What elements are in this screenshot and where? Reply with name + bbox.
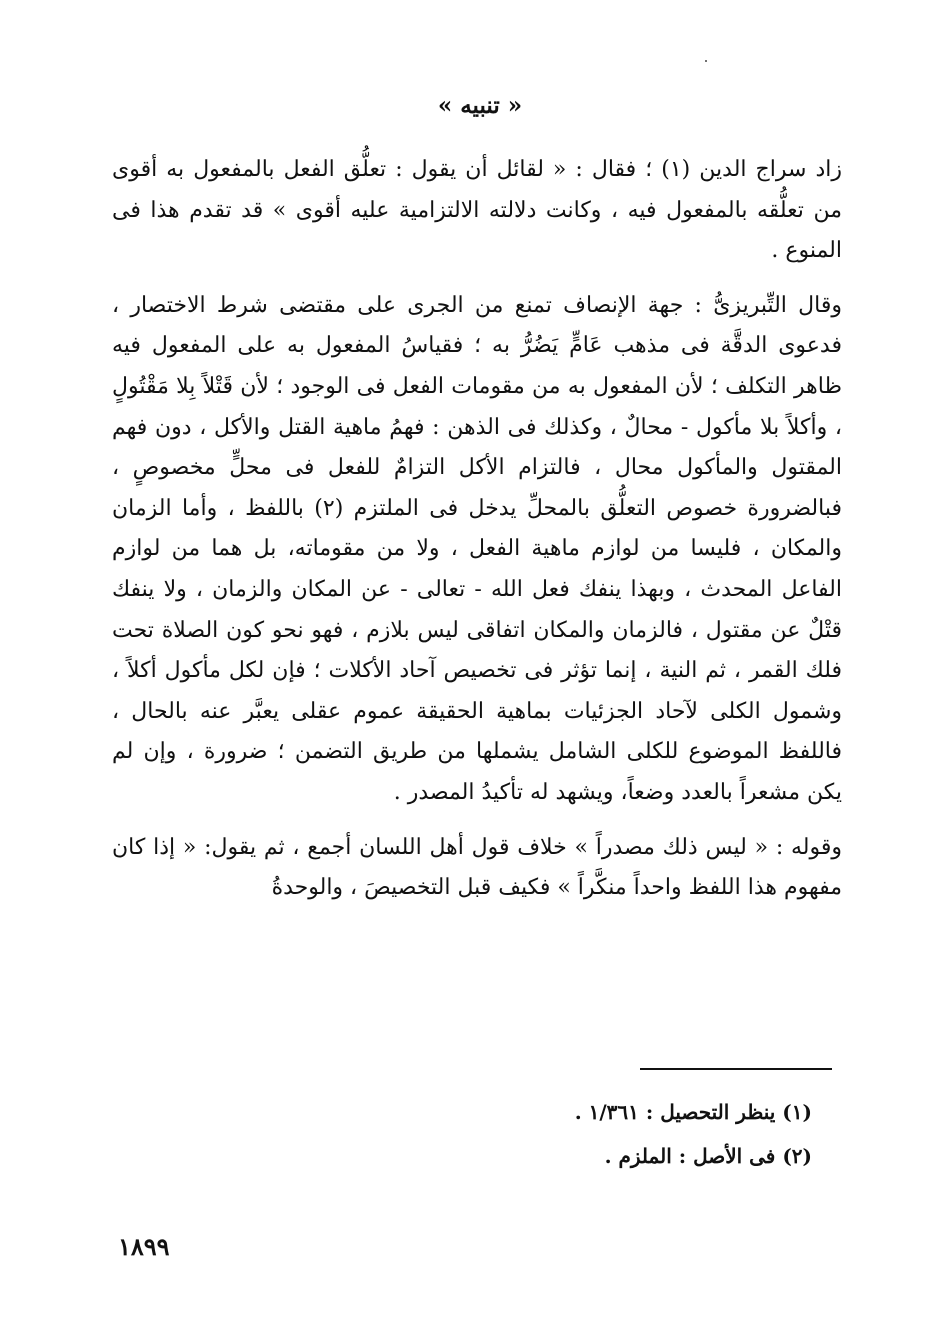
paragraph-1: زاد سراج الدين (١) ؛ فقال : « لقائل أن يقول : تعلُّق الفعل بالمفعول به أقوى من تعلُّقه بالمفعول فيه ، وكانت دلالته الالتزامية عليه أقوى » قد تقدم هذا فى المنوع .: [112, 157, 842, 264]
section-heading: « تنبيه »: [437, 92, 523, 119]
paragraph-2: وقال التِّبريزىُّ : جهة الإنصاف تمنع من الجرى على مقتضى شرط الاختصار ، فدعوى الدقَّة فى مذهب عَامٍّ يَضُرُّ به ؛ فقياسُ المفعول به على المفعول فيه ظاهر التكلف ؛ لأن المفعول به من مقومات الفعل فى الوجود ؛ لأن قَتْلاً بِلا مَقْتُولٍ ، وأكلاً بلا مأكول - محالٌ ، وكذلك فى الذهن : فهمُ ماهية القتل والأكل ، دون فهم المقتول والمأكول محال ، فالتزام الأكل التزامٌ للفعل فى محلٍّ مخصوصٍ ، فبالضرورة خصوص التعلُّق بالمحلِّ يدخل فى الملتزم (٢) باللفظ ، وأما الزمان والمكان ، فليسا من لوازم ماهية الفعل ، ولا من مقوماته، بل هما من لوازم الفاعل المحدث ، وبهذا ينفك فعل الله - تعالى - عن المكان والزمان ، ولا ينفك قتْلٌ عن مقتول ، فالزمان والمكان اتفاقى ليس بلازم ، فهو نحو كون الصلاة تحت فلك القمر ، ثم النية ، إنما تؤثر فى تخصيص آحاد الأكلات ؛ فإن لكل مأكول أكلاً ، وشمول الكلى لآحاد الجزئيات بماهية الحقيقة عموم عقلى يعبَّر عنه بالحال ، فاللفظ الموضوع للكلى الشامل يشملها من طريق التضمن ؛ ضرورة ، وإن لم يكن مشعراً بالعدد وضعاً، ويشهد له تأكيدُ المصدر .: [112, 292, 842, 805]
footnote-separator: [640, 1068, 832, 1070]
page-number: ١٨٩٩: [118, 1232, 170, 1261]
footnote-1: (١) ينظر التحصيل : ١/٣٦١ .: [574, 1100, 812, 1124]
footnotes: [400, 1090, 812, 1178]
paragraph-3: وقوله : « ليس ذلك مصدراً » خلاف قول أهل اللسان أجمع ، ثم يقول: « إذا كان مفهوم هذا اللفظ واحداً منكَّراً » فكيف قبل التخصيصَ ، والوحدةُ: [112, 834, 842, 901]
scan-speck: [705, 60, 707, 62]
footnote-2: (٢) فى الأصل : الملزم .: [604, 1144, 812, 1168]
main-text: [112, 150, 842, 923]
